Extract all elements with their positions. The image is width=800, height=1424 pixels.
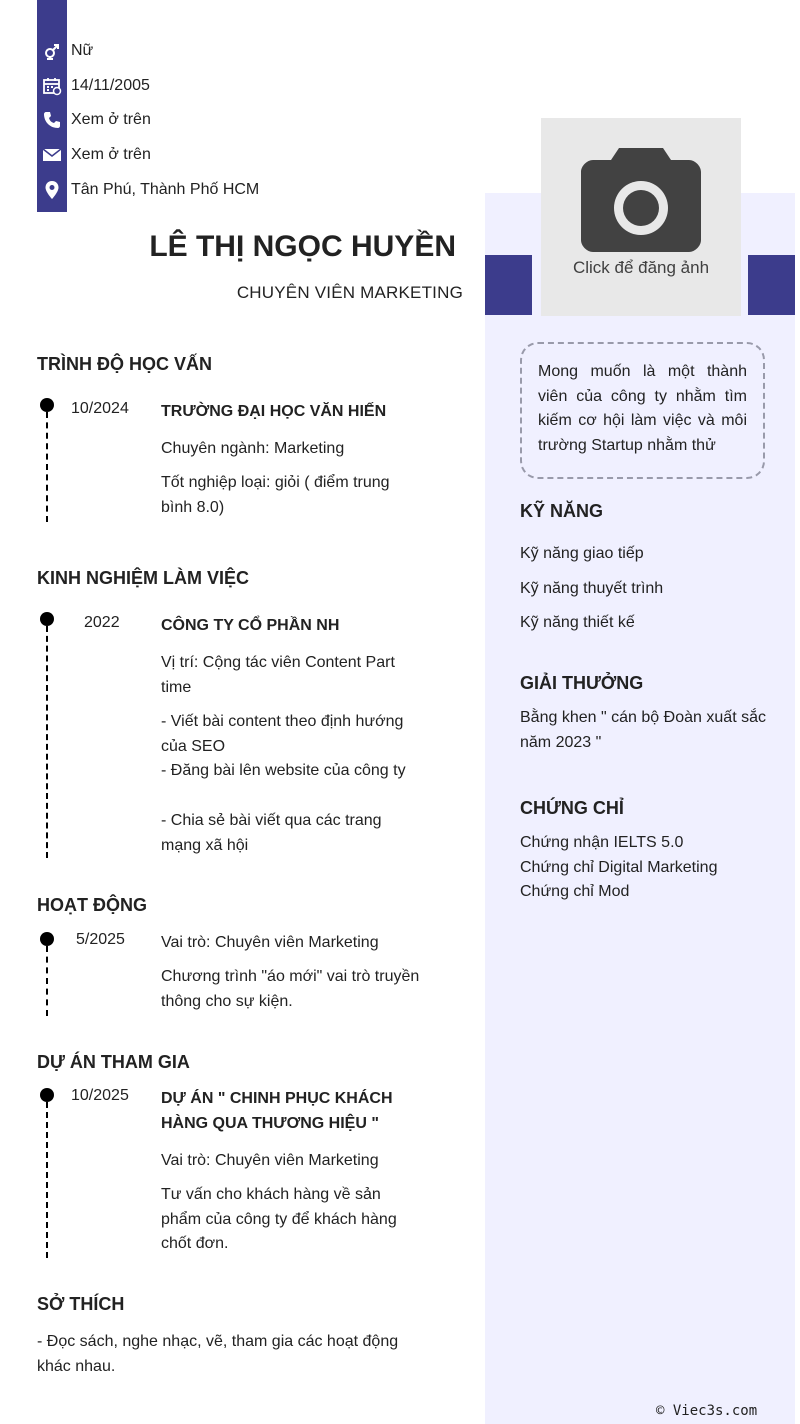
certificate-item: Chứng nhận IELTS 5.0	[520, 834, 684, 851]
awards-title: GIẢI THƯỞNG	[520, 673, 644, 693]
activities-title: HOẠT ĐỘNG	[37, 895, 147, 915]
gender-icon	[37, 36, 67, 66]
birthday-text: 14/11/2005	[71, 77, 150, 94]
contact-birthday	[37, 71, 337, 101]
copyright-footer: © Viec3s.com	[656, 1403, 758, 1419]
hobbies-title: SỞ THÍCH	[37, 1294, 125, 1314]
photo-upload[interactable]	[541, 118, 741, 316]
contact-gender	[37, 36, 337, 66]
education-date: 10/2024	[71, 400, 129, 417]
education-timeline-line	[46, 412, 48, 522]
projects-role: Vai trò: Chuyên viên Marketing	[161, 1152, 379, 1169]
projects-timeline-line	[46, 1102, 48, 1258]
envelope-icon	[37, 140, 67, 170]
photo-caption: Click để đăng ảnh	[572, 258, 710, 277]
activities-timeline-dot	[40, 932, 54, 946]
career-objective: Mong muốn là một thành viên của công ty nhằm tìm kiếm cơ hội làm việc và môi trường Startup nhằm thử	[520, 342, 765, 479]
education-title: TRÌNH ĐỘ HỌC VẤN	[37, 354, 212, 374]
certificate-item: Chứng chỉ Digital Marketing	[520, 859, 718, 876]
skill-item: Kỹ năng thiết kế	[520, 614, 635, 631]
experience-title: KINH NGHIỆM LÀM VIỆC	[37, 568, 250, 588]
job-title: CHUYÊN VIÊN MARKETING	[236, 283, 463, 302]
experience-role: Vị trí: Cộng tác viên Content Part time	[161, 654, 395, 696]
projects-date: 10/2025	[71, 1087, 129, 1104]
activities-date: 5/2025	[76, 931, 125, 948]
projects-name: DỰ ÁN " CHINH PHỤC KHÁCH HÀNG QUA THƯƠNG HIỆU "	[161, 1090, 393, 1132]
hobbies-text: - Đọc sách, nghe nhạc, vẽ, tham gia các hoạt động khác nhau.	[37, 1333, 399, 1375]
activities-timeline-line	[46, 946, 48, 1016]
email-text: Xem ở trên	[71, 146, 151, 163]
experience-duty-2: - Đăng bài lên website của công ty	[161, 762, 406, 779]
location-pin-icon	[37, 175, 67, 205]
contact-email	[37, 140, 337, 170]
skill-item: Kỹ năng thuyết trình	[520, 580, 664, 597]
camera-icon	[581, 148, 701, 252]
education-major: Chuyên ngành: Marketing	[161, 440, 345, 457]
activities-description: Chương trình "áo mới" vai trò truyền thông cho sự kiện.	[161, 968, 420, 1010]
experience-company: CÔNG TY CỔ PHẦN NH	[161, 617, 340, 634]
phone-text: Xem ở trên	[71, 111, 151, 128]
education-school: TRƯỜNG ĐẠI HỌC VĂN HIẾN	[161, 403, 387, 420]
contact-phone	[37, 105, 337, 135]
experience-duty-1: - Viết bài content theo định hướng của SEO	[161, 713, 404, 755]
certificate-item: Chứng chỉ Mod	[520, 883, 630, 900]
experience-date: 2022	[84, 614, 120, 631]
education-timeline-dot	[40, 398, 54, 412]
projects-title: DỰ ÁN THAM GIA	[37, 1052, 190, 1072]
education-grade: Tốt nghiệp loại: giỏi ( điểm trung bình 8.0)	[161, 474, 390, 516]
award-text: Bằng khen " cán bộ Đoàn xuất sắc năm 2023 "	[520, 709, 766, 751]
accent-block-left	[485, 255, 532, 315]
activities-role: Vai trò: Chuyên viên Marketing	[161, 934, 379, 951]
experience-duty-3: - Chia sẻ bài viết qua các trang mạng xã hội	[161, 812, 382, 854]
experience-timeline-line	[46, 626, 48, 858]
calendar-icon	[37, 71, 67, 101]
full-name: LÊ THỊ NGỌC HUYỀN	[149, 230, 456, 263]
projects-description: Tư vấn cho khách hàng về sản phẩm của công ty để khách hàng chốt đơn.	[161, 1186, 397, 1252]
experience-timeline-dot	[40, 612, 54, 626]
skill-item: Kỹ năng giao tiếp	[520, 545, 644, 562]
phone-icon	[37, 105, 67, 135]
skills-title: KỸ NĂNG	[520, 501, 604, 521]
contact-address	[37, 175, 337, 205]
projects-timeline-dot	[40, 1088, 54, 1102]
certificates-title: CHỨNG CHỈ	[520, 798, 624, 818]
address-text: Tân Phú, Thành Phố HCM	[71, 181, 260, 198]
accent-block-right	[748, 255, 795, 315]
gender-text: Nữ	[71, 42, 94, 59]
